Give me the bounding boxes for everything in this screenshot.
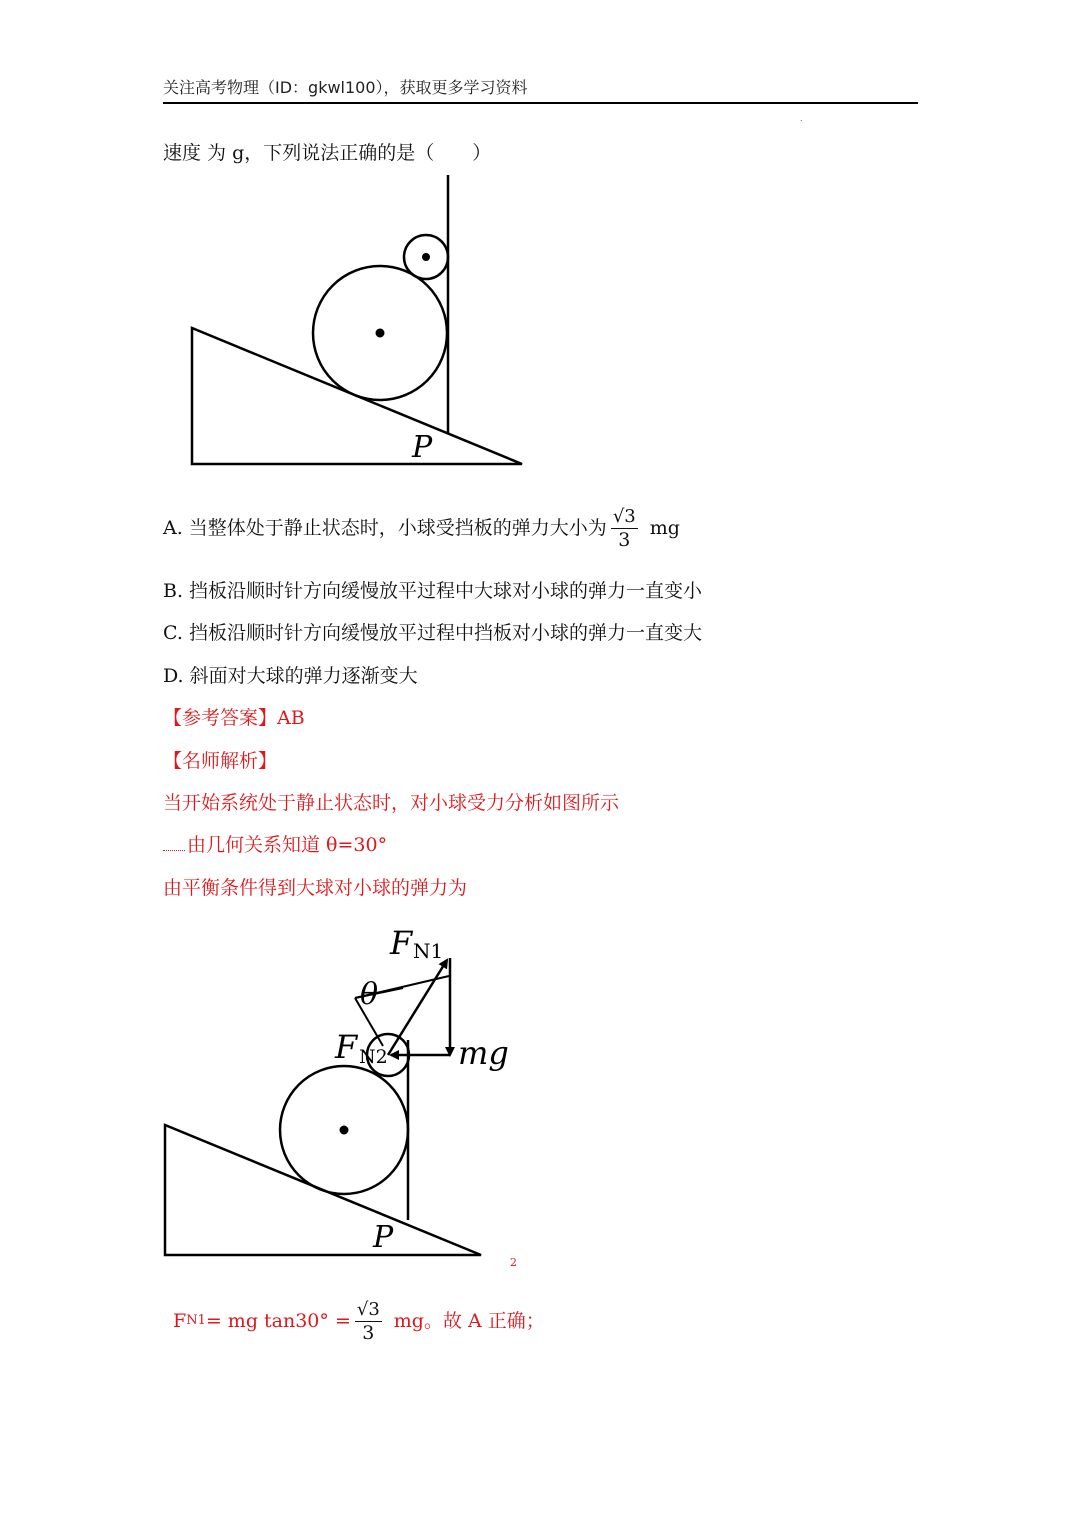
header-text: 关注高考物理（ID：gkwl100），获取更多学习资料 — [163, 78, 528, 97]
page-header — [163, 76, 918, 104]
formula-sub: N1 — [186, 1313, 206, 1328]
figure-incline-spheres — [180, 170, 540, 480]
small-ball-center — [422, 253, 430, 261]
label-theta: θ — [360, 977, 379, 1012]
option-a-fraction — [611, 506, 638, 551]
option-b: B. 挡板沿顺时针方向缓慢放平过程中大球对小球的弹力一直变小 — [163, 580, 703, 602]
formula-f: F — [173, 1310, 187, 1332]
option-a-unit: mg — [649, 517, 680, 539]
label-fn1-f: F — [390, 924, 413, 962]
analysis-line-2-text: 由几何关系知道 θ=30° — [187, 834, 388, 856]
formula-mid: = mg tan30° = — [205, 1310, 351, 1332]
label-p: P — [412, 430, 433, 465]
figure-force-analysis — [155, 920, 525, 1260]
fraction-denominator: 3 — [618, 528, 631, 551]
analysis-line-1: 当开始系统处于静止状态时，对小球受力分析如图所示 — [163, 792, 620, 814]
option-d: D. 斜面对大球的弹力逐渐变大 — [163, 665, 418, 687]
option-c: C. 挡板沿顺时针方向缓慢放平过程中挡板对小球的弹力一直变大 — [163, 622, 702, 644]
formula-denominator: 3 — [362, 1321, 375, 1344]
formula-numerator: √3 — [356, 1298, 380, 1320]
analysis-title: 【名师解析】 — [163, 750, 278, 772]
header-dot: . — [800, 114, 803, 123]
formula-line — [173, 1293, 545, 1349]
answer: 【参考答案】AB — [163, 707, 305, 729]
label-fn1-sub: N1 — [413, 939, 444, 963]
option-a-text: A. 当整体处于静止状态时，小球受挡板的弹力大小为 — [163, 517, 607, 539]
label-mg: mg — [458, 1034, 509, 1072]
label-fn2-f: F — [335, 1028, 358, 1066]
analysis-line-2 — [163, 832, 387, 858]
analysis-line-3: 由平衡条件得到大球对小球的弹力为 — [163, 877, 468, 899]
large-ball-center — [340, 1126, 349, 1135]
formula-tail: mg。故 A 正确； — [393, 1310, 545, 1332]
large-ball-center — [376, 329, 385, 338]
dotted-leader — [163, 850, 185, 851]
force-fn1-arrow — [388, 960, 447, 1055]
label-fn2-sub: N2 — [359, 1046, 388, 1068]
fraction-numerator: √3 — [612, 505, 636, 527]
formula-fraction — [355, 1299, 382, 1344]
option-a — [163, 500, 680, 556]
page-number: 2 — [510, 1256, 517, 1269]
label-p: P — [373, 1220, 394, 1255]
question-stem: 速度 为 g，下列说法正确的是（ ） — [163, 142, 492, 164]
